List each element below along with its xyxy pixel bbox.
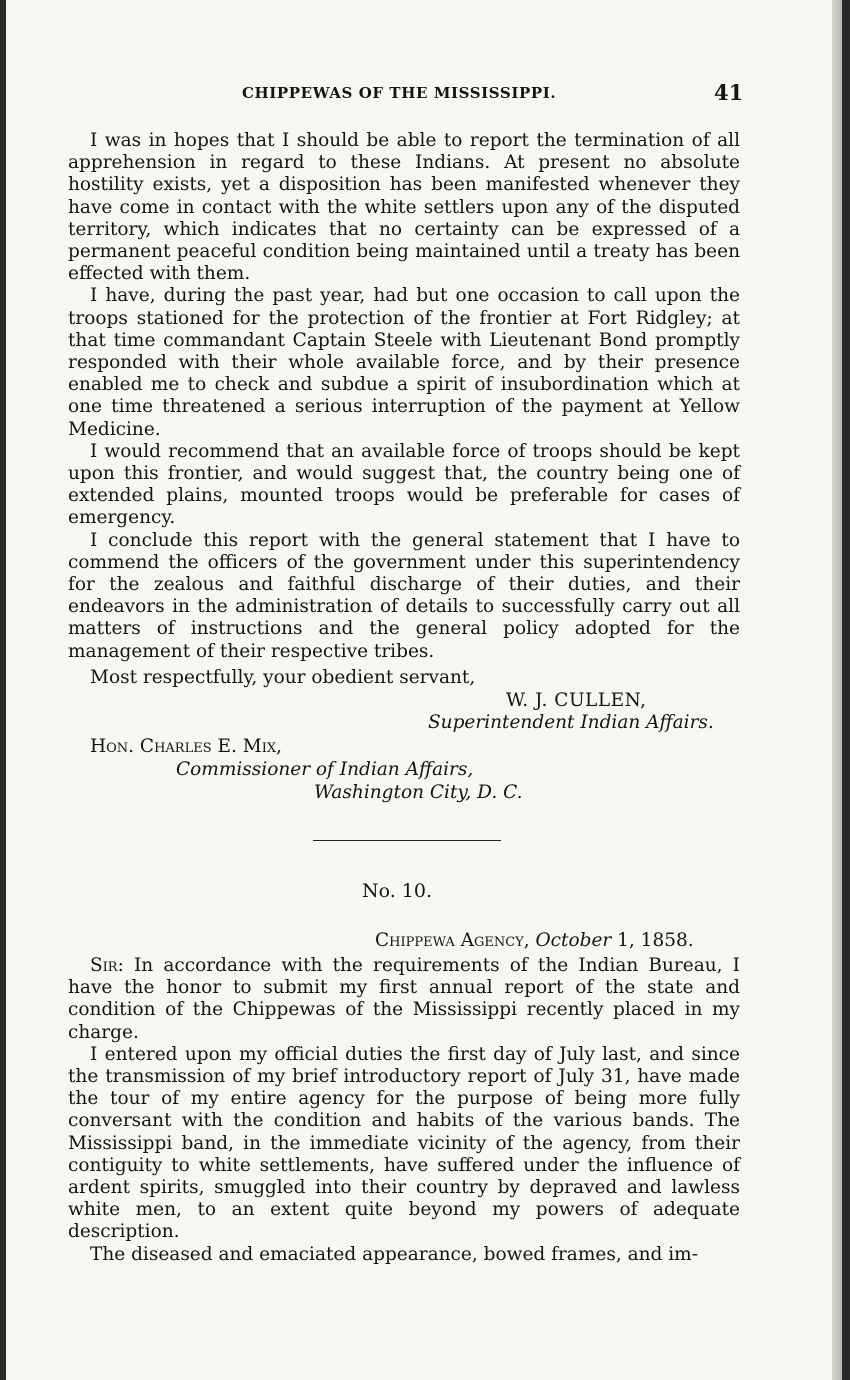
letter-one-body <box>68 130 740 663</box>
signer-title: Superintendent Indian Affairs. <box>428 712 714 733</box>
dateline <box>375 930 694 951</box>
paragraph-text: In accordance with the requirements of the Indian Bureau, I have the honor to submit my first annual report of the state and condition of the Chippewas of the Mississippi recently placed in my charge. <box>68 955 740 1043</box>
page-edge-shadow <box>832 0 842 1380</box>
dateline-month: October <box>535 930 612 951</box>
paragraph: I would recommend that an available force of troops should be kept upon this frontier, and would suggest that, the country being one of extended plains, mounted troops would be preferable for cases of emergency. <box>68 440 740 529</box>
paragraph: I conclude this report with the general statement that I have to commend the officers of the government under this superintendency for the zealous and faithful discharge of their duties, and their endeavors in the administration of details to successfully carry out all matters of instructions and the general policy adopted for the management of their respective tribes. <box>68 529 740 662</box>
addressee-title: Commissioner of Indian Affairs, <box>176 759 474 780</box>
page-number: 41 <box>714 80 744 105</box>
dateline-day-year: 1, 1858. <box>617 930 694 951</box>
running-head: CHIPPEWAS OF THE MISSISSIPPI. <box>242 84 557 102</box>
paragraph: The diseased and emaciated appearance, bowed frames, and im- <box>90 1243 698 1265</box>
paragraph: I entered upon my official duties the first day of July last, and since the transmission of my brief introductory report of July 31, have made the tour of my entire agency for the purpose of being more fully conversant with the condition and habits of the various bands. The Mississippi band, in the immediate vicinity of the agency, from their contiguity to white settlements, have suffered under the influence of ardent spirits, smuggled into their country by depraved and lawless white men, to an extent quite beyond my powers of adequate description. <box>68 1043 740 1243</box>
addressee-name: Hon. Charles E. Mix, <box>90 736 282 757</box>
dateline-place: Chippewa Agency, <box>375 930 530 951</box>
signer-name: W. J. CULLEN, <box>506 690 647 711</box>
document-page <box>6 0 842 1380</box>
salutation: Sir: <box>90 955 124 976</box>
letter-two-body <box>68 955 740 1266</box>
document-number: No. 10. <box>362 880 433 902</box>
paragraph: I was in hopes that I should be able to report the termination of all apprehension in regard to these Indians. At present no absolute hostility exists, yet a disposition has been manifested whenever they have come in contact with the white settlers upon any of the disputed territory, which indicates that no certainty can be expressed of a permanent peaceful condition being maintained until a treaty has been effected with them. <box>68 130 740 285</box>
paragraph <box>68 955 740 1044</box>
closing-line: Most respectfully, your obedient servant, <box>90 667 476 688</box>
section-divider <box>313 840 501 841</box>
paragraph: I have, during the past year, had but one occasion to call upon the troops stationed for the protection of the frontier at Fort Ridgley; at that time commandant Captain Steele with Lieutenant Bond promptly responded with their whole available force, and by their presence enabled me to check and subdue a spirit of insubordination which at one time threatened a serious interruption of the payment at Yellow Medicine. <box>68 285 740 440</box>
addressee-location: Washington City, D. C. <box>314 782 523 803</box>
